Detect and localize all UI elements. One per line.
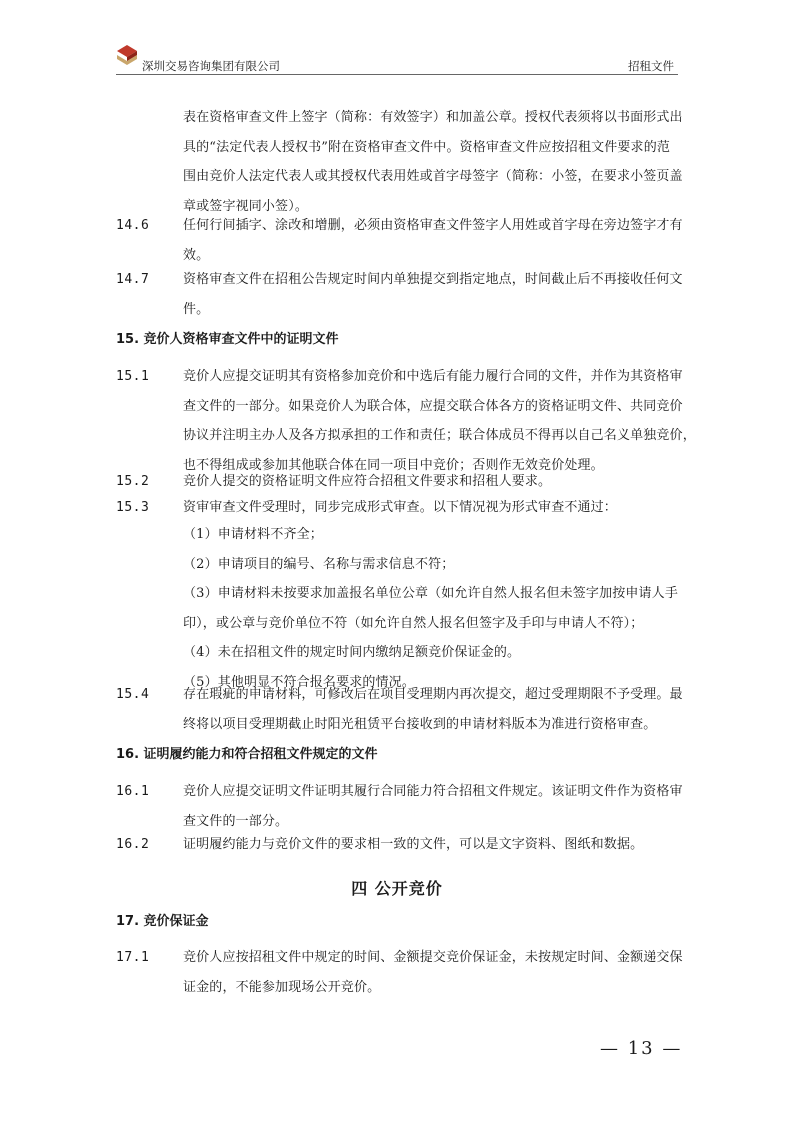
text-line: 证明履约能力与竞价文件的要求相一致的文件，可以是文字资料、图纸和数据。 bbox=[183, 837, 644, 852]
clause-16-1 bbox=[183, 777, 723, 836]
clause-15-1 bbox=[183, 362, 723, 480]
clause-number: 15.1 bbox=[116, 369, 150, 384]
clause-14-6 bbox=[183, 211, 723, 270]
text-line: 章或签字视同小签）。 bbox=[183, 198, 309, 214]
list-item: （2）申请项目的编号、名称与需求信息不符； bbox=[183, 556, 455, 572]
clause-number: 16.1 bbox=[116, 784, 150, 799]
clause-number: 16.2 bbox=[116, 837, 150, 852]
chapter-heading: 四 公开竞价 bbox=[351, 879, 443, 898]
text-line: 件。 bbox=[183, 301, 210, 317]
list-item: （1）申请材料不齐全； bbox=[183, 527, 323, 542]
clause-number: 17.1 bbox=[116, 950, 150, 965]
company-name: 深圳交易咨询集团有限公司 bbox=[142, 59, 280, 73]
text-line: 终将以项目受理期截止时阳光租赁平台接收到的申请材料版本为准进行资格审查。 bbox=[183, 716, 657, 732]
clause-15-4 bbox=[183, 680, 723, 739]
text-line: 竞价人应提交证明其有资格参加竞价和中选后有能力履行合同的文件，并作为其资格审 bbox=[183, 369, 683, 384]
text-line: 具的“法定代表人授权书”附在资格审查文件中。资格审查文件应按招租文件要求的范 bbox=[183, 139, 670, 155]
text-line: 表在资格审查文件上签字（简称：有效签字）和加盖公章。授权代表须将以书面形式出 bbox=[183, 110, 683, 125]
text-line: 围由竞价人法定代表人或其授权代表用姓或首字母签字（简称：小签，在要求小签页盖 bbox=[183, 169, 683, 184]
text-line: 也不得组成或参加其他联合体在同一项目中竞价；否则作无效竞价处理。 bbox=[183, 457, 604, 473]
text-line: 资审审查文件受理时，同步完成形式审查。以下情况视为形式审查不通过： bbox=[183, 500, 617, 515]
text-line: 竞价人应按招租文件中规定的时间、金额提交竞价保证金，未按规定时间、金额递交保 bbox=[183, 950, 683, 965]
section-heading-17: 17. 竞价保证金 bbox=[116, 914, 209, 929]
clause-number: 15.3 bbox=[116, 500, 150, 515]
header-rule bbox=[116, 74, 678, 75]
clause-17-1 bbox=[183, 943, 723, 1002]
text-line: 证金的，不能参加现场公开竞价。 bbox=[183, 979, 381, 995]
clause-number: 14.7 bbox=[116, 272, 150, 287]
section-heading-16: 16. 证明履约能力和符合招租文件规定的文件 bbox=[116, 747, 378, 762]
page-header bbox=[116, 40, 678, 78]
clause-15-3-items bbox=[183, 520, 723, 697]
clause-number: 15.2 bbox=[116, 474, 150, 489]
text-line: 查文件的一部分。如果竞价人为联合体，应提交联合体各方的资格证明文件、共同竞价 bbox=[183, 398, 683, 414]
page-number: — 13 — bbox=[600, 1038, 683, 1059]
continuation-paragraph bbox=[183, 103, 723, 221]
clause-15-3 bbox=[183, 493, 723, 523]
text-line: 资格审查文件在招租公告规定时间内单独提交到指定地点，时间截止后不再接收任何文 bbox=[183, 272, 683, 287]
document-title: 招租文件 bbox=[628, 59, 674, 73]
list-item: （5）其他明显不符合报名要求的情况。 bbox=[183, 674, 415, 690]
text-line: 效。 bbox=[183, 247, 210, 263]
company-logo-icon bbox=[116, 44, 138, 68]
list-item: 印），或公章与竞价单位不符（如允许自然人报名但签字及手印与申请人不符）； bbox=[183, 615, 644, 631]
text-line: 竞价人提交的资格证明文件应符合招租文件要求和招租人要求。 bbox=[183, 474, 552, 489]
clause-14-7 bbox=[183, 265, 723, 324]
clause-number: 14.6 bbox=[116, 218, 150, 233]
text-line: 查文件的一部分。 bbox=[183, 813, 289, 829]
text-line: 协议并注明主办人及各方拟承担的工作和责任；联合体成员不得再以自己名义单独竞价， bbox=[183, 428, 696, 443]
text-line: 任何行间插字、涂改和增删，必须由资格审查文件签字人用姓或首字母在旁边签字才有 bbox=[183, 218, 683, 233]
list-item: （4）未在招租文件的规定时间内缴纳足额竞价保证金的。 bbox=[183, 645, 521, 660]
clause-16-2 bbox=[183, 830, 723, 860]
text-line: 存在瑕疵的申请材料，可修改后在项目受理期内再次提交，超过受理期限不予受理。最 bbox=[183, 687, 683, 702]
section-heading-15: 15. 竞价人资格审查文件中的证明文件 bbox=[116, 332, 339, 347]
text-line: 竞价人应提交证明文件证明其履行合同能力符合招租文件规定。该证明文件作为资格审 bbox=[183, 784, 683, 799]
clause-number: 15.4 bbox=[116, 687, 150, 702]
list-item: （3）申请材料未按要求加盖报名单位公章（如允许自然人报名但未签字加按申请人手 bbox=[183, 586, 678, 601]
